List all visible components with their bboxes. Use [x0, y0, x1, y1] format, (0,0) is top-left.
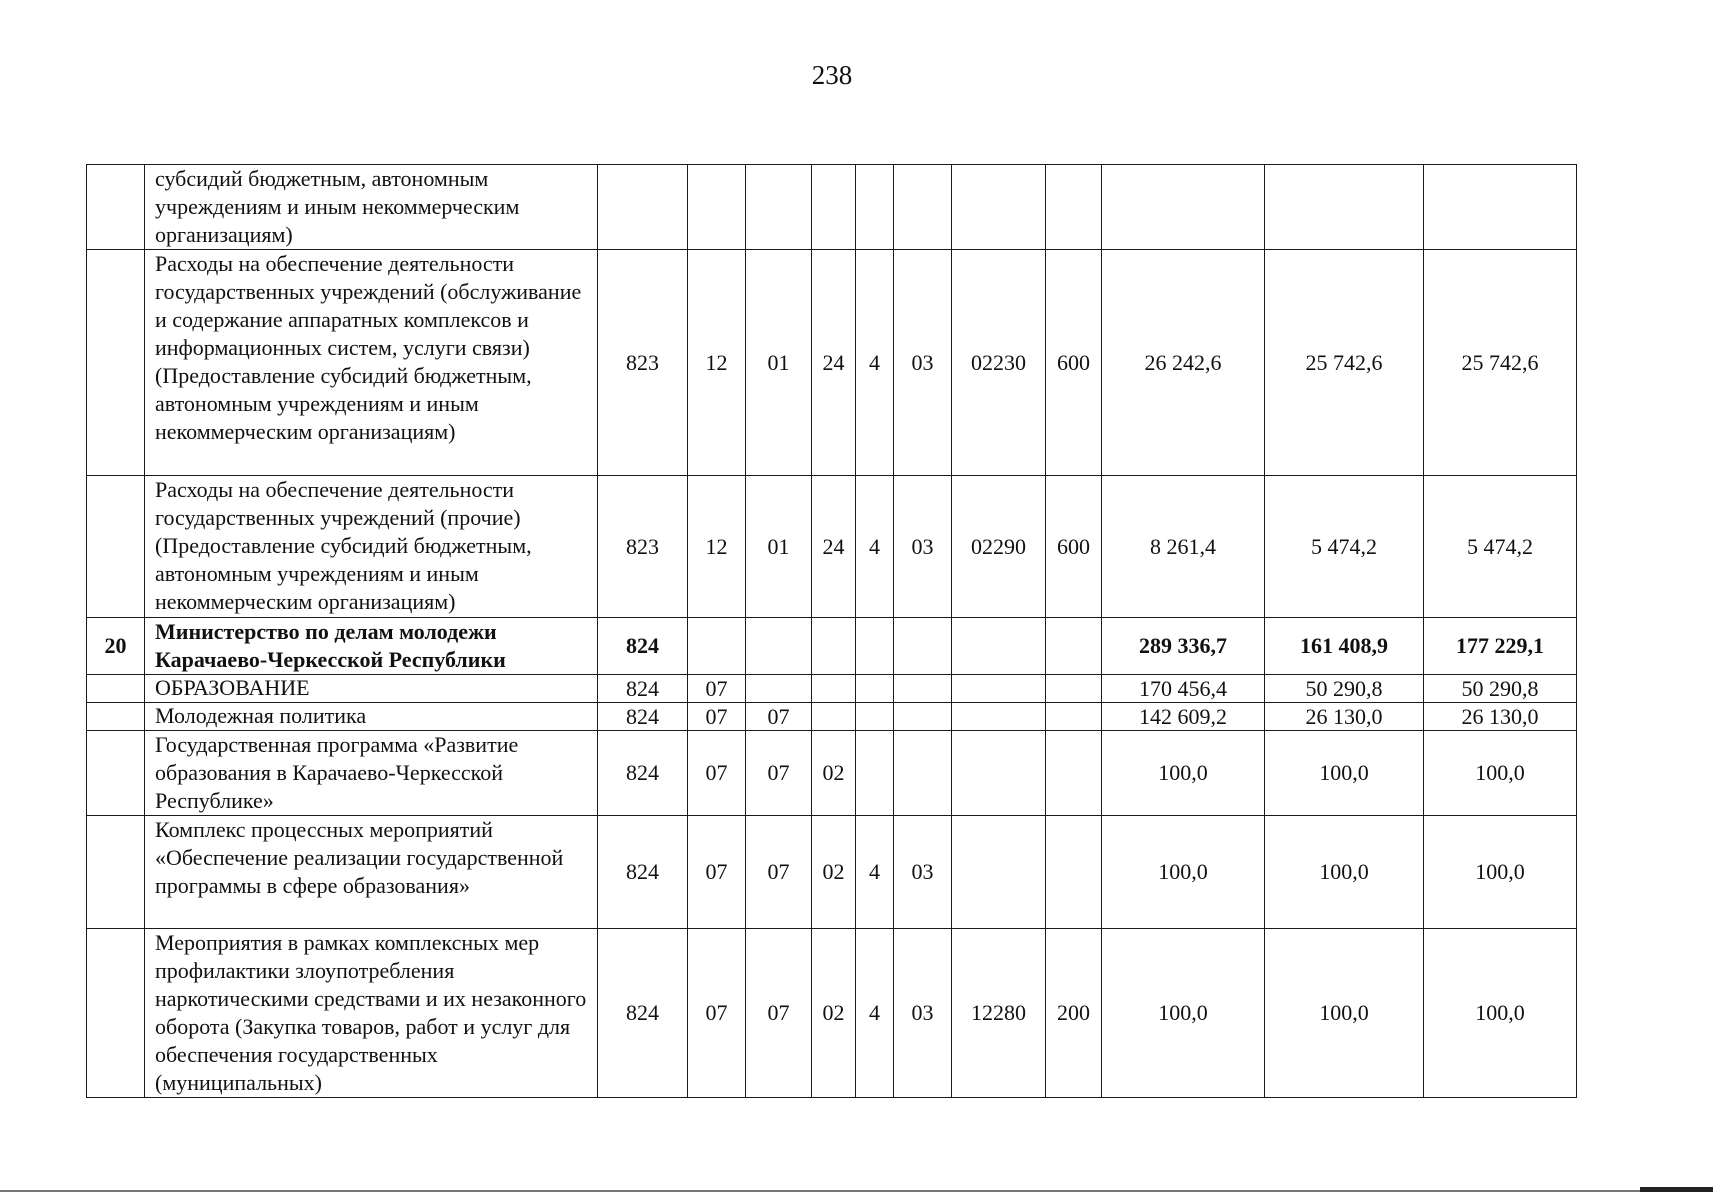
row-number	[87, 250, 145, 476]
row-name: Мероприятия в рамках комплексных мер профилактики злоупотребления наркотическими средствами и их незаконного оборота (Закупка товаров, работ и услуг для обеспечения государственных (муниципальных)	[145, 929, 598, 1098]
code-expense-type	[1046, 618, 1102, 675]
row-name: Молодежная политика	[145, 703, 598, 731]
code-expense-type: 600	[1046, 476, 1102, 618]
code-complex	[894, 618, 952, 675]
code-direction	[952, 816, 1046, 929]
code-ministry: 824	[598, 816, 688, 929]
code-ministry: 823	[598, 250, 688, 476]
code-subsection	[746, 675, 812, 703]
amount-year-3: 50 290,8	[1424, 675, 1577, 703]
amount-year-2: 5 474,2	[1265, 476, 1424, 618]
code-subsection: 07	[746, 929, 812, 1098]
row-number	[87, 165, 145, 250]
amount-year-2: 25 742,6	[1265, 250, 1424, 476]
code-expense-type	[1046, 675, 1102, 703]
amount-year-3: 100,0	[1424, 731, 1577, 816]
code-complex: 03	[894, 816, 952, 929]
code-program: 02	[812, 731, 856, 816]
code-complex: 03	[894, 476, 952, 618]
amount-year-3: 25 742,6	[1424, 250, 1577, 476]
amount-year-3	[1424, 165, 1577, 250]
code-subsection	[746, 618, 812, 675]
code-program: 02	[812, 816, 856, 929]
code-complex: 03	[894, 929, 952, 1098]
code-ministry: 824	[598, 703, 688, 731]
code-type	[856, 618, 894, 675]
code-expense-type	[1046, 731, 1102, 816]
amount-year-2: 50 290,8	[1265, 675, 1424, 703]
amount-year-1	[1102, 165, 1265, 250]
code-complex	[894, 675, 952, 703]
row-name: Расходы на обеспечение деятельности государственных учреждений (прочие) (Предоставление субсидий бюджетным, автономным учреждениям и иным некоммерческим организациям)	[145, 476, 598, 618]
code-program	[812, 675, 856, 703]
code-direction: 02230	[952, 250, 1046, 476]
amount-year-3: 177 229,1	[1424, 618, 1577, 675]
amount-year-3: 100,0	[1424, 929, 1577, 1098]
amount-year-2: 100,0	[1265, 816, 1424, 929]
amount-year-1: 142 609,2	[1102, 703, 1265, 731]
code-subsection: 07	[746, 703, 812, 731]
code-subsection: 01	[746, 250, 812, 476]
code-subsection: 07	[746, 731, 812, 816]
amount-year-1: 26 242,6	[1102, 250, 1265, 476]
code-complex	[894, 165, 952, 250]
code-expense-type	[1046, 165, 1102, 250]
amount-year-1: 289 336,7	[1102, 618, 1265, 675]
row-name: ОБРАЗОВАНИЕ	[145, 675, 598, 703]
amount-year-1: 100,0	[1102, 816, 1265, 929]
row-name: Расходы на обеспечение деятельности государственных учреждений (обслуживание и содержание аппаратных комплексов и информационных систем, услуги связи) (Предоставление субсидий бюджетным, автономным учреждениям и иным некоммерческим организациям)	[145, 250, 598, 476]
code-program: 02	[812, 929, 856, 1098]
table-row	[87, 816, 1577, 929]
code-ministry: 824	[598, 675, 688, 703]
code-type	[856, 165, 894, 250]
code-ministry: 823	[598, 476, 688, 618]
code-type: 4	[856, 929, 894, 1098]
code-type: 4	[856, 476, 894, 618]
code-program: 24	[812, 476, 856, 618]
row-number	[87, 816, 145, 929]
code-type	[856, 731, 894, 816]
row-number	[87, 929, 145, 1098]
code-section: 07	[688, 816, 746, 929]
code-ministry: 824	[598, 929, 688, 1098]
amount-year-1: 100,0	[1102, 731, 1265, 816]
row-number	[87, 731, 145, 816]
code-direction	[952, 731, 1046, 816]
table-row	[87, 675, 1577, 703]
code-section: 12	[688, 476, 746, 618]
code-ministry: 824	[598, 618, 688, 675]
code-direction: 12280	[952, 929, 1046, 1098]
amount-year-1: 170 456,4	[1102, 675, 1265, 703]
code-complex	[894, 703, 952, 731]
code-type: 4	[856, 250, 894, 476]
scan-edge-mark	[1640, 1187, 1713, 1192]
amount-year-3: 26 130,0	[1424, 703, 1577, 731]
amount-year-2: 100,0	[1265, 731, 1424, 816]
code-subsection: 01	[746, 476, 812, 618]
table-row	[87, 476, 1577, 618]
code-direction	[952, 165, 1046, 250]
code-direction: 02290	[952, 476, 1046, 618]
amount-year-2: 100,0	[1265, 929, 1424, 1098]
amount-year-3: 100,0	[1424, 816, 1577, 929]
code-section	[688, 165, 746, 250]
code-section: 12	[688, 250, 746, 476]
code-type	[856, 703, 894, 731]
code-program	[812, 703, 856, 731]
code-expense-type	[1046, 816, 1102, 929]
row-number	[87, 675, 145, 703]
amount-year-2: 161 408,9	[1265, 618, 1424, 675]
code-section: 07	[688, 929, 746, 1098]
code-subsection	[746, 165, 812, 250]
table-row	[87, 929, 1577, 1098]
amount-year-1: 8 261,4	[1102, 476, 1265, 618]
code-section: 07	[688, 731, 746, 816]
row-number	[87, 703, 145, 731]
code-complex	[894, 731, 952, 816]
amount-year-2: 26 130,0	[1265, 703, 1424, 731]
code-program: 24	[812, 250, 856, 476]
code-expense-type: 600	[1046, 250, 1102, 476]
code-program	[812, 165, 856, 250]
code-direction	[952, 675, 1046, 703]
code-section: 07	[688, 675, 746, 703]
page-number: 238	[811, 60, 853, 90]
code-expense-type: 200	[1046, 929, 1102, 1098]
row-number: 20	[87, 618, 145, 675]
code-section: 07	[688, 703, 746, 731]
code-type: 4	[856, 816, 894, 929]
row-number	[87, 476, 145, 618]
code-subsection: 07	[746, 816, 812, 929]
row-name: Комплекс процессных мероприятий «Обеспечение реализации государственной программы в сфере образования»	[145, 816, 598, 929]
table-row	[87, 703, 1577, 731]
code-ministry	[598, 165, 688, 250]
code-direction	[952, 703, 1046, 731]
code-ministry: 824	[598, 731, 688, 816]
row-name: Министерство по делам молодежи Карачаево-Черкесской Республики	[145, 618, 598, 675]
code-direction	[952, 618, 1046, 675]
table-row	[87, 165, 1577, 250]
amount-year-1: 100,0	[1102, 929, 1265, 1098]
row-name: Государственная программа «Развитие образования в Карачаево-Черкесской Республике»	[145, 731, 598, 816]
row-name: субсидий бюджетным, автономным учреждениям и иным некоммерческим организациям)	[145, 165, 598, 250]
scan-edge-line	[0, 1190, 1713, 1192]
table-row	[87, 618, 1577, 675]
amount-year-2	[1265, 165, 1424, 250]
code-section	[688, 618, 746, 675]
budget-table	[86, 164, 1577, 1098]
code-program	[812, 618, 856, 675]
table-row	[87, 250, 1577, 476]
table-row	[87, 731, 1577, 816]
code-complex: 03	[894, 250, 952, 476]
amount-year-3: 5 474,2	[1424, 476, 1577, 618]
code-type	[856, 675, 894, 703]
code-expense-type	[1046, 703, 1102, 731]
